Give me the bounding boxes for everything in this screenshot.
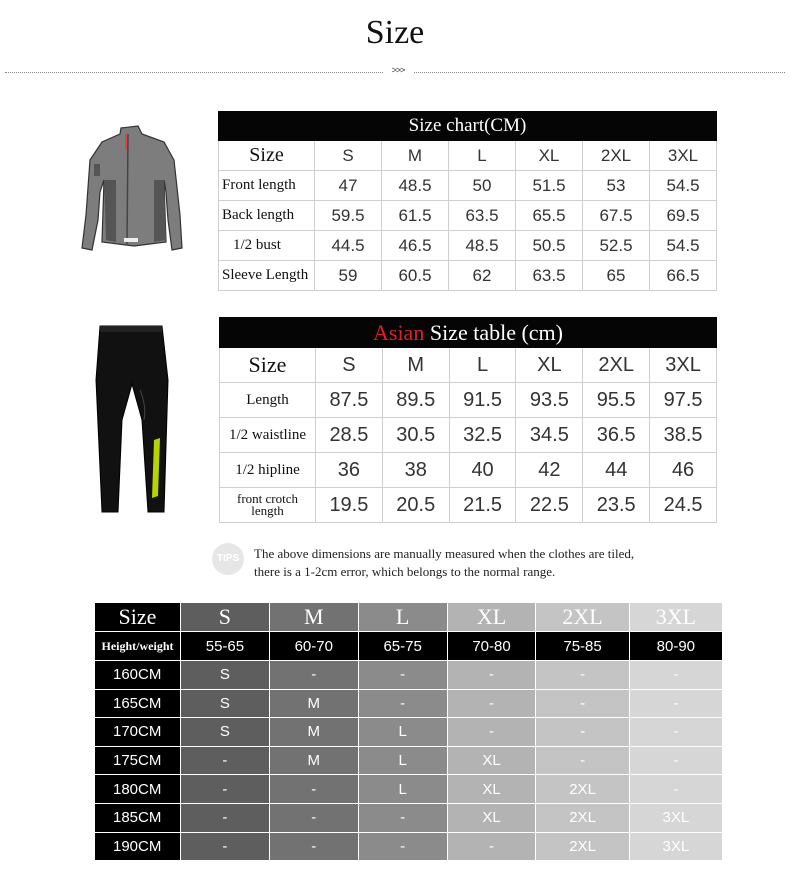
size-label: Size: [220, 348, 316, 383]
fit-cell: -: [536, 661, 629, 690]
row-label: Sleeve Length: [219, 261, 315, 291]
fit-cell: -: [447, 661, 536, 690]
fit-cell: M: [269, 718, 358, 747]
value-cell: 65.5: [516, 201, 583, 231]
weight-cell: 80-90: [629, 632, 722, 661]
value-cell: 38: [382, 453, 449, 488]
table-row: [95, 803, 723, 832]
value-cell: 44: [583, 453, 650, 488]
page-title: Size: [365, 14, 425, 51]
fit-cell: S: [181, 689, 270, 718]
height-label: 165CM: [95, 689, 181, 718]
weight-cell: 75-85: [536, 632, 629, 661]
value-cell: 48.5: [449, 231, 516, 261]
value-cell: 95.5: [583, 383, 650, 418]
table-row: [95, 746, 723, 775]
size-cell: 3XL: [650, 348, 717, 383]
size-cell: XL: [516, 141, 583, 171]
size-cell: S: [316, 348, 383, 383]
height-label: 180CM: [95, 775, 181, 804]
table-row: [219, 261, 717, 291]
tips-text: [254, 545, 724, 581]
size-cell: XL: [447, 603, 536, 632]
asian-label: Asian: [373, 319, 425, 345]
size-cell: M: [382, 141, 449, 171]
table-row: [220, 453, 717, 488]
size-cell: XL: [516, 348, 583, 383]
fit-cell: XL: [447, 746, 536, 775]
fit-weight-row: [95, 632, 723, 661]
size-cell: 2XL: [536, 603, 629, 632]
table-row: [95, 832, 723, 861]
pants-image: [92, 320, 172, 516]
jersey-image: [76, 120, 186, 260]
value-cell: 69.5: [650, 201, 717, 231]
fit-cell: -: [447, 718, 536, 747]
value-cell: 62: [449, 261, 516, 291]
size-label: Size: [219, 141, 315, 171]
value-cell: 46.5: [382, 231, 449, 261]
value-cell: 66.5: [650, 261, 717, 291]
fit-cell: M: [269, 746, 358, 775]
weight-cell: 65-75: [358, 632, 447, 661]
fit-cell: -: [536, 746, 629, 775]
size-cell: M: [382, 348, 449, 383]
value-cell: 19.5: [316, 488, 383, 523]
value-cell: 65: [583, 261, 650, 291]
value-cell: 54.5: [650, 171, 717, 201]
table-row: [219, 171, 717, 201]
tips-line: there is a 1-2cm error, which belongs to the normal range.: [254, 564, 556, 579]
fit-cell: -: [358, 803, 447, 832]
value-cell: 50.5: [516, 231, 583, 261]
tips-line: The above dimensions are manually measured when the clothes are tiled,: [254, 546, 635, 561]
tips-icon: TIPS: [212, 543, 244, 575]
fit-cell: S: [181, 661, 270, 690]
fit-cell: L: [358, 746, 447, 775]
row-label: Length: [220, 383, 316, 418]
size-label: Size: [95, 603, 181, 632]
fit-cell: -: [629, 775, 722, 804]
table-row: [219, 201, 717, 231]
fit-cell: S: [181, 718, 270, 747]
size-cell: 2XL: [583, 348, 650, 383]
fit-cell: -: [269, 803, 358, 832]
value-cell: 34.5: [516, 418, 583, 453]
pants-chart-title: [220, 318, 717, 348]
value-cell: 53: [583, 171, 650, 201]
height-weight-label: Height/weight: [95, 632, 181, 661]
size-cell: M: [269, 603, 358, 632]
value-cell: 67.5: [583, 201, 650, 231]
height-label: 190CM: [95, 832, 181, 861]
value-cell: 42: [516, 453, 583, 488]
value-cell: 24.5: [650, 488, 717, 523]
fit-cell: -: [269, 832, 358, 861]
jersey-chart-title: Size chart(CM): [219, 112, 717, 141]
jersey-size-chart: [218, 111, 717, 291]
value-cell: 46: [650, 453, 717, 488]
value-cell: 93.5: [516, 383, 583, 418]
value-cell: 52.5: [583, 231, 650, 261]
fit-cell: -: [629, 718, 722, 747]
row-label: 1/2 bust: [219, 231, 315, 261]
value-cell: 60.5: [382, 261, 449, 291]
table-row: [219, 231, 717, 261]
fit-cell: -: [629, 689, 722, 718]
fit-cell: -: [269, 661, 358, 690]
height-label: 160CM: [95, 661, 181, 690]
fit-cell: -: [358, 689, 447, 718]
fit-cell: -: [181, 746, 270, 775]
fit-cell: 2XL: [536, 832, 629, 861]
size-cell: S: [315, 141, 382, 171]
value-cell: 89.5: [382, 383, 449, 418]
fit-cell: 3XL: [629, 803, 722, 832]
fit-cell: 3XL: [629, 832, 722, 861]
size-cell: L: [449, 348, 516, 383]
value-cell: 48.5: [382, 171, 449, 201]
jersey-size-row: [219, 141, 717, 171]
value-cell: 63.5: [516, 261, 583, 291]
value-cell: 91.5: [449, 383, 516, 418]
height-label: 175CM: [95, 746, 181, 775]
weight-cell: 60-70: [269, 632, 358, 661]
fit-cell: 2XL: [536, 803, 629, 832]
fit-cell: -: [447, 689, 536, 718]
fit-cell: -: [536, 718, 629, 747]
weight-cell: 55-65: [181, 632, 270, 661]
fit-chart: [94, 602, 723, 861]
value-cell: 87.5: [316, 383, 383, 418]
value-cell: 51.5: [516, 171, 583, 201]
fit-cell: L: [358, 775, 447, 804]
row-label: 1/2 hipline: [220, 453, 316, 488]
row-label: front crotch length: [220, 488, 316, 523]
fit-cell: XL: [447, 803, 536, 832]
value-cell: 47: [315, 171, 382, 201]
size-cell: L: [358, 603, 447, 632]
fit-cell: -: [536, 689, 629, 718]
fit-cell: -: [629, 661, 722, 690]
table-row: [220, 418, 717, 453]
pants-title-text: Size table (cm): [424, 319, 563, 345]
fit-cell: -: [629, 746, 722, 775]
pants-size-chart: [219, 317, 717, 523]
height-label: 170CM: [95, 718, 181, 747]
value-cell: 36.5: [583, 418, 650, 453]
fit-cell: L: [358, 718, 447, 747]
value-cell: 63.5: [449, 201, 516, 231]
value-cell: 54.5: [650, 231, 717, 261]
fit-cell: -: [358, 661, 447, 690]
table-row: [95, 661, 723, 690]
value-cell: 23.5: [583, 488, 650, 523]
size-cell: 2XL: [583, 141, 650, 171]
fit-cell: -: [181, 803, 270, 832]
value-cell: 38.5: [650, 418, 717, 453]
table-row: [220, 488, 717, 523]
value-cell: 30.5: [382, 418, 449, 453]
value-cell: 44.5: [315, 231, 382, 261]
height-label: 185CM: [95, 803, 181, 832]
value-cell: 32.5: [449, 418, 516, 453]
value-cell: 97.5: [650, 383, 717, 418]
table-row: [95, 689, 723, 718]
size-cell: L: [449, 141, 516, 171]
table-row: [220, 383, 717, 418]
fit-cell: M: [269, 689, 358, 718]
pants-size-row: [220, 348, 717, 383]
value-cell: 21.5: [449, 488, 516, 523]
row-label: 1/2 waistline: [220, 418, 316, 453]
value-cell: 59.5: [315, 201, 382, 231]
fit-cell: -: [269, 775, 358, 804]
weight-cell: 70-80: [447, 632, 536, 661]
value-cell: 40: [449, 453, 516, 488]
value-cell: 36: [316, 453, 383, 488]
value-cell: 28.5: [316, 418, 383, 453]
size-cell: S: [181, 603, 270, 632]
fit-cell: 2XL: [536, 775, 629, 804]
value-cell: 61.5: [382, 201, 449, 231]
value-cell: 20.5: [382, 488, 449, 523]
value-cell: 50: [449, 171, 516, 201]
fit-cell: -: [181, 775, 270, 804]
size-cell: 3XL: [650, 141, 717, 171]
size-cell: 3XL: [629, 603, 722, 632]
fit-cell: -: [358, 832, 447, 861]
fit-size-row: [95, 603, 723, 632]
value-cell: 59: [315, 261, 382, 291]
fit-cell: XL: [447, 775, 536, 804]
table-row: [95, 718, 723, 747]
fit-cell: -: [181, 832, 270, 861]
fit-cell: -: [447, 832, 536, 861]
row-label: Front length: [219, 171, 315, 201]
value-cell: 22.5: [516, 488, 583, 523]
table-row: [95, 775, 723, 804]
divider-arrows: >>>: [383, 65, 413, 75]
row-label: Back length: [219, 201, 315, 231]
